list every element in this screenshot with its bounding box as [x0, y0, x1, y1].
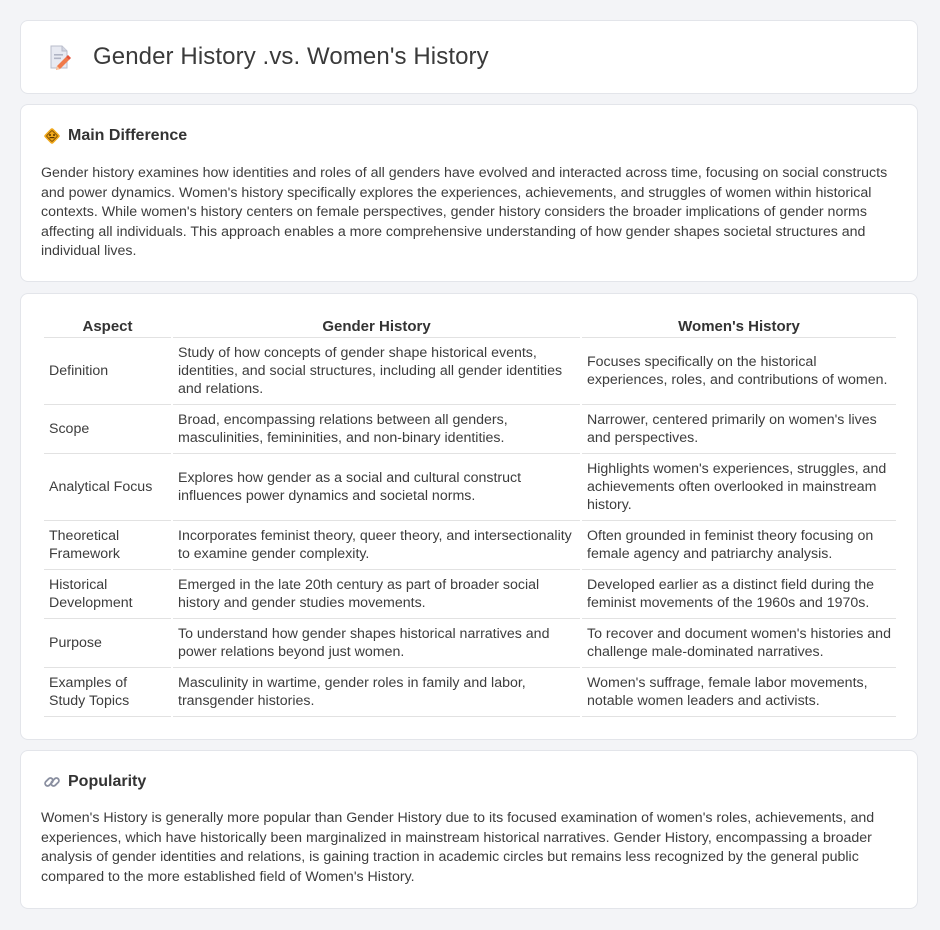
table-row [44, 570, 896, 619]
gender-history-cell: Masculinity in wartime, gender roles in family and labor, transgender histories. [173, 668, 580, 717]
main-difference-card [20, 104, 918, 282]
diamond-sign-icon [43, 127, 61, 145]
table-row [44, 619, 896, 668]
popularity-card [20, 750, 918, 909]
header-aspect: Aspect [44, 315, 171, 338]
main-difference-text: Gender history examines how identities and roles of all genders have evolved and interacted across time, focusing on social constructs and power dynamics. Women's history specifically explores the experiences, achievements, and struggles of women within historical contexts. While women's history centers on female perspectives, gender history considers the broader implications of gender norms affecting all individuals. This approach enables a more comprehensive understanding of how gender shapes societal structures and individual lives. [41, 165, 888, 259]
popularity-text: Women's History is generally more popular than Gender History due to its focused examination of women's roles, achievements, and experiences, which have historically been marginalized in mainstream historical narratives. Gender History, encompassing a broader analysis of gender identities and relations, is gaining traction in academic circles but remains less recognized by the general public compared to the more established field of Women's History. [41, 810, 875, 885]
table-row [44, 521, 896, 570]
table-header-row [44, 315, 896, 338]
main-difference-heading [43, 127, 187, 145]
gender-history-cell: Study of how concepts of gender shape historical events, identities, and social structures, including all gender identities and relations. [173, 338, 580, 405]
gender-history-cell: Emerged in the late 20th century as part of broader social history and gender studies movements. [173, 570, 580, 619]
title-row [45, 43, 489, 71]
aspect-cell: Scope [44, 405, 171, 454]
aspect-cell: Purpose [44, 619, 171, 668]
aspect-cell: Analytical Focus [44, 454, 171, 521]
aspect-cell: Examples of Study Topics [44, 668, 171, 717]
edit-document-icon [45, 43, 73, 71]
womens-history-cell: Highlights women's experiences, struggles, and achievements often overlooked in mainstream history. [582, 454, 896, 521]
gender-history-cell: Incorporates feminist theory, queer theory, and intersectionality to examine gender complexity. [173, 521, 580, 570]
main-difference-title: Main Difference [68, 127, 188, 144]
comparison-table [42, 315, 898, 717]
womens-history-cell: Women's suffrage, female labor movements, notable women leaders and activists. [582, 668, 896, 717]
popularity-title: Popularity [68, 773, 147, 790]
comparison-table-card [20, 293, 918, 740]
womens-history-cell: Narrower, centered primarily on women's lives and perspectives. [582, 405, 896, 454]
table-row [44, 338, 896, 405]
womens-history-cell: To recover and document women's histories and challenge male-dominated narratives. [582, 619, 896, 668]
aspect-cell: Definition [44, 338, 171, 405]
aspect-cell: Theoretical Framework [44, 521, 171, 570]
popularity-heading [43, 773, 146, 791]
header-gender-history: Gender History [173, 315, 580, 338]
title-card [20, 20, 918, 94]
table-row [44, 668, 896, 717]
link-icon [43, 773, 61, 791]
header-womens-history: Women's History [582, 315, 896, 338]
gender-history-cell: Broad, encompassing relations between all genders, masculinities, femininities, and non-binary identities. [173, 405, 580, 454]
womens-history-cell: Developed earlier as a distinct field during the feminist movements of the 1960s and 1970s. [582, 570, 896, 619]
table-row [44, 454, 896, 521]
womens-history-cell: Focuses specifically on the historical experiences, roles, and contributions of women. [582, 338, 896, 405]
gender-history-cell: To understand how gender shapes historical narratives and power relations beyond just women. [173, 619, 580, 668]
gender-history-cell: Explores how gender as a social and cultural construct influences power dynamics and societal norms. [173, 454, 580, 521]
table-row [44, 405, 896, 454]
page-title: Gender History .vs. Women's History [93, 43, 489, 70]
womens-history-cell: Often grounded in feminist theory focusing on female agency and patriarchy analysis. [582, 521, 896, 570]
aspect-cell: Historical Development [44, 570, 171, 619]
